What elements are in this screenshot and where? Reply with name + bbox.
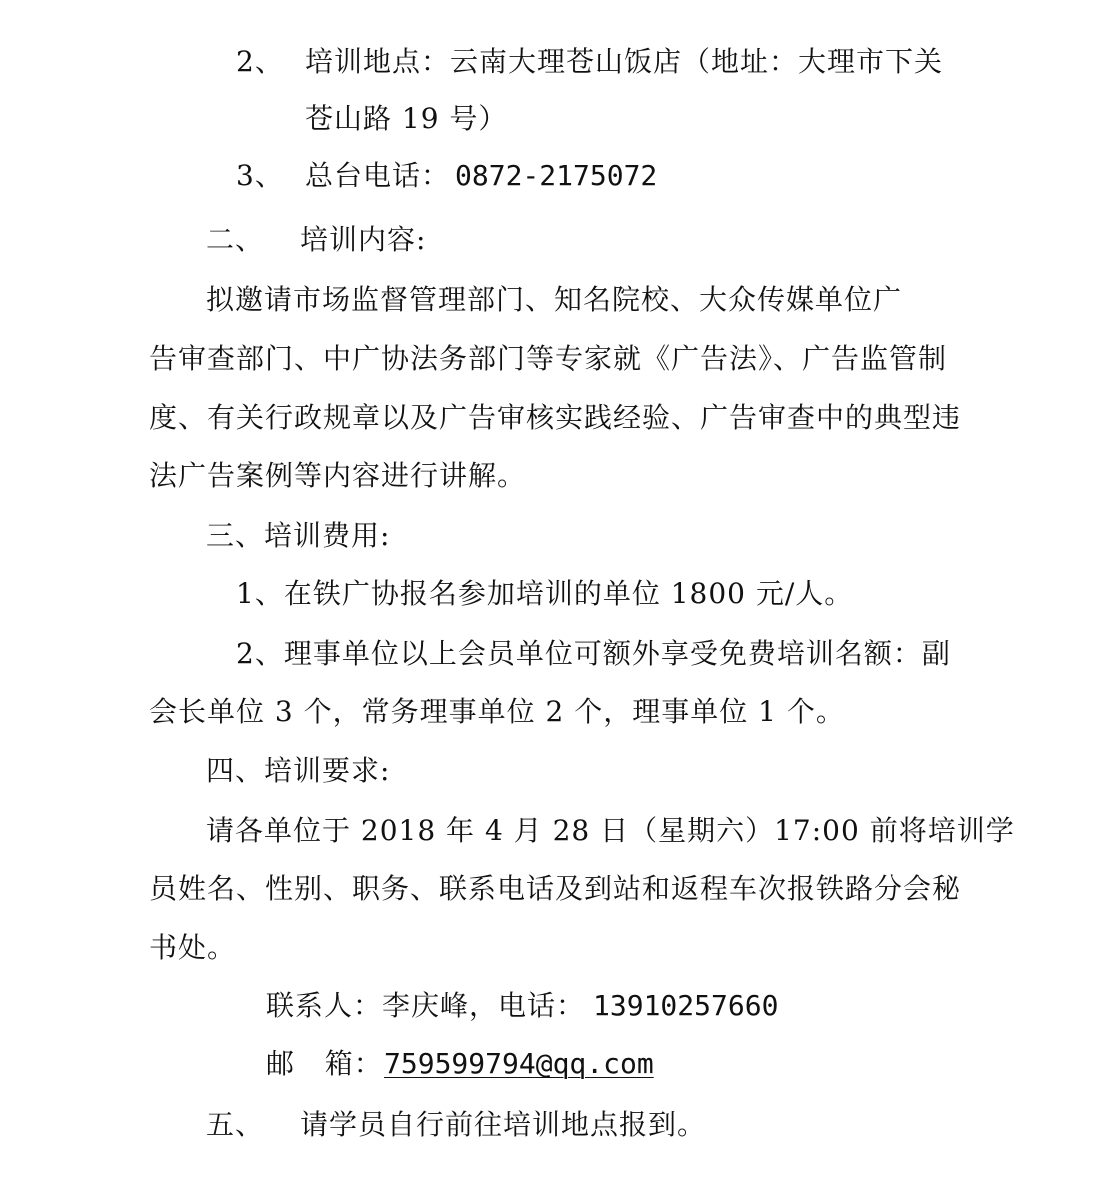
section-2-paragraph-line-2: 告审查部门、中广协法务部门等专家就《广告法》、广告监管制 <box>149 342 948 375</box>
section-2-title: 培训内容: <box>300 223 427 256</box>
section-4-paragraph-line-3: 书处。 <box>149 931 237 964</box>
item-2-location-line-2: 苍山路 19 号） <box>305 102 508 135</box>
email-label: 邮 箱： <box>266 1047 383 1080</box>
section-2-paragraph-line-1: 拟邀请市场监督管理部门、知名院校、大众传媒单位广 <box>206 283 903 316</box>
section-2-paragraph-line-4: 法广告案例等内容进行讲解。 <box>149 459 527 492</box>
section-4-title: 四、培训要求: <box>206 754 391 787</box>
item-3-phone-label: 总台电话： <box>305 159 451 192</box>
email-link[interactable]: 759599794@qq.com <box>384 1047 654 1080</box>
section-3-title: 三、培训费用: <box>206 519 391 552</box>
section-2-number: 二、 <box>206 223 265 256</box>
section-4-paragraph-line-1: 请各单位于 2018 年 4 月 28 日（星期六）17:00 前将培训学 <box>206 814 1015 847</box>
item-2-location-line-1: 培训地点：云南大理苍山饭店（地址：大理市下关 <box>305 45 944 78</box>
item-3-phone-number: 0872-2175072 <box>455 159 658 192</box>
item-2-number: 2、 <box>236 45 284 78</box>
section-3-item-2-line-1: 2、理事单位以上会员单位可额外享受免费培训名额：副 <box>236 637 951 670</box>
section-4-paragraph-line-2: 员姓名、性别、职务、联系电话及到站和返程车次报铁路分会秘 <box>149 872 962 905</box>
contact-phone-number: 13910257660 <box>593 989 779 1022</box>
section-3-item-2-line-2: 会长单位 3 个，常务理事单位 2 个，理事单位 1 个。 <box>149 695 845 728</box>
section-5-text: 请学员自行前往培训地点报到。 <box>300 1108 707 1141</box>
section-3-item-1: 1、在铁广协报名参加培训的单位 1800 元/人。 <box>236 577 854 610</box>
contact-label: 联系人：李庆峰，电话： <box>266 989 586 1022</box>
item-3-number: 3、 <box>236 159 284 192</box>
section-5-number: 五、 <box>206 1108 265 1141</box>
section-2-paragraph-line-3: 度、有关行政规章以及广告审核实践经验、广告审查中的典型违 <box>149 401 962 434</box>
